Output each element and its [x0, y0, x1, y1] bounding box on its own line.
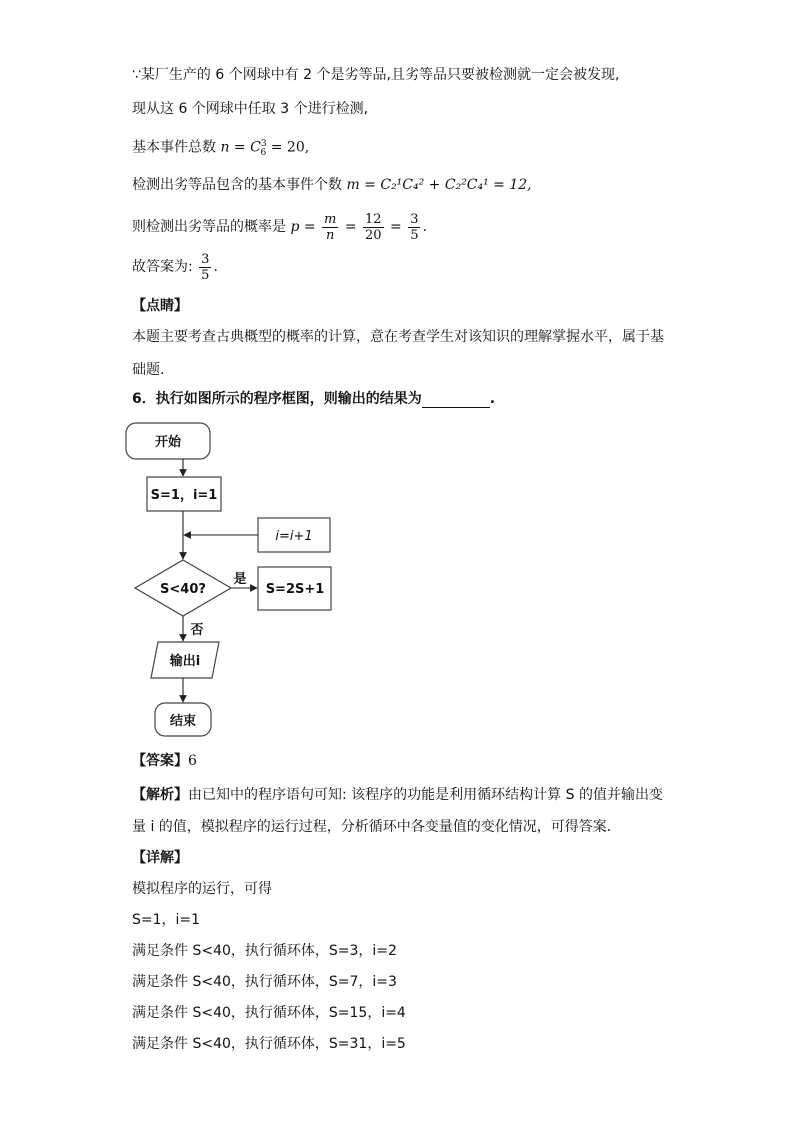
analysis-label: 【解析】 — [132, 787, 188, 803]
question-end: . — [489, 391, 496, 407]
question-text: 6．执行如图所示的程序框图，则输出的结果为 — [132, 391, 422, 407]
answer-line — [132, 752, 197, 770]
combination-formula: n = C — [220, 139, 261, 156]
detail-heading: 【详解】 — [132, 850, 188, 866]
analysis-line-1 — [132, 786, 663, 804]
fraction-denominator: 5 — [410, 227, 419, 243]
no-label: 否 — [190, 623, 204, 638]
solution-line-3 — [132, 135, 309, 162]
fraction-numerator: 3 — [201, 251, 210, 267]
fraction-m-over-n — [322, 212, 338, 243]
combination-sup: 3 — [260, 139, 267, 149]
comment-body-line-2: 础题. — [132, 362, 165, 378]
comment-body-line-1: 本题主要考查古典概型的概率的计算，意在考查学生对该知识的理解掌握水平，属于基 — [132, 329, 664, 345]
combination-result: = 20, — [266, 139, 310, 156]
favorable-events-label: 检测出劣等品包含的基本事件个数 — [132, 177, 347, 193]
fraction-numerator: 12 — [365, 211, 382, 227]
fraction-numerator: m — [324, 211, 337, 227]
analysis-text: 由已知中的程序语句可知: 该程序的功能是利用循环结构计算 S 的值并输出变 — [188, 787, 663, 803]
detail-step-4: 满足条件 S<40，执行循环体，S=15，i=4 — [132, 1005, 406, 1021]
solution-line-1: ∵某厂生产的 6 个网球中有 2 个是劣等品,且劣等品只要被检测就一定会被发现, — [132, 67, 620, 83]
solution-line-5: 则检测出劣等品的概率是 p = $\frac{m}{n}$ = $\frac{12}{20}$ = $\frac{3}{5}$ . — [132, 211, 427, 243]
fraction-numerator: 3 — [410, 211, 419, 227]
condition-label: S<40? — [160, 582, 206, 597]
sample-space-label: 基本事件总数 — [132, 139, 221, 156]
program-flowchart — [120, 415, 350, 745]
answer-fraction — [199, 252, 211, 283]
favorable-events-formula: m = C₂¹C₄² + C₂²C₄¹ = 12, — [346, 177, 532, 193]
probability-symbol: p = — [290, 219, 321, 235]
fraction-12-over-20 — [363, 212, 384, 243]
detail-intro: 模拟程序的运行，可得 — [132, 881, 272, 897]
detail-step-3: 满足条件 S<40，执行循环体，S=7，i=3 — [132, 974, 397, 990]
solution-line-2: 现从这 6 个网球中任取 3 个进行检测, — [132, 101, 369, 117]
start-label: 开始 — [154, 435, 182, 450]
answer-blank — [422, 393, 490, 408]
answer-is-label: 故答案为: — [132, 259, 198, 275]
fraction-3-over-5 — [408, 212, 420, 243]
solution-line-4 — [132, 176, 532, 194]
combination-sub: 6 — [260, 148, 267, 159]
end-label: 结束 — [169, 714, 197, 729]
body-label: S=2S+1 — [265, 582, 325, 597]
detail-step-1: S=1，i=1 — [132, 912, 201, 928]
fraction-denominator: 20 — [365, 227, 382, 243]
comment-heading: 【点睛】 — [132, 298, 188, 314]
fraction-denominator: 5 — [201, 267, 210, 283]
fraction-denominator: n — [326, 227, 335, 243]
output-label: 输出i — [169, 654, 201, 669]
init-label: S=1，i=1 — [150, 488, 218, 503]
analysis-line-2: 量 i 的值，模拟程序的运行过程，分析循环中各变量值的变化情况，可得答案． — [132, 819, 621, 835]
answer-label: 【答案】 — [132, 753, 188, 769]
question-6 — [132, 390, 495, 408]
yes-label: 是 — [233, 572, 247, 587]
detail-step-2: 满足条件 S<40，执行循环体，S=3，i=2 — [132, 943, 397, 959]
increment-label: i=i+1 — [275, 529, 313, 544]
detail-step-5: 满足条件 S<40，执行循环体，S=31，i=5 — [132, 1036, 406, 1052]
answer-value: 6 — [188, 753, 197, 769]
probability-label: 则检测出劣等品的概率是 — [132, 219, 291, 235]
solution-line-6: 故答案为: $\frac{3}{5}$ . — [132, 251, 218, 283]
